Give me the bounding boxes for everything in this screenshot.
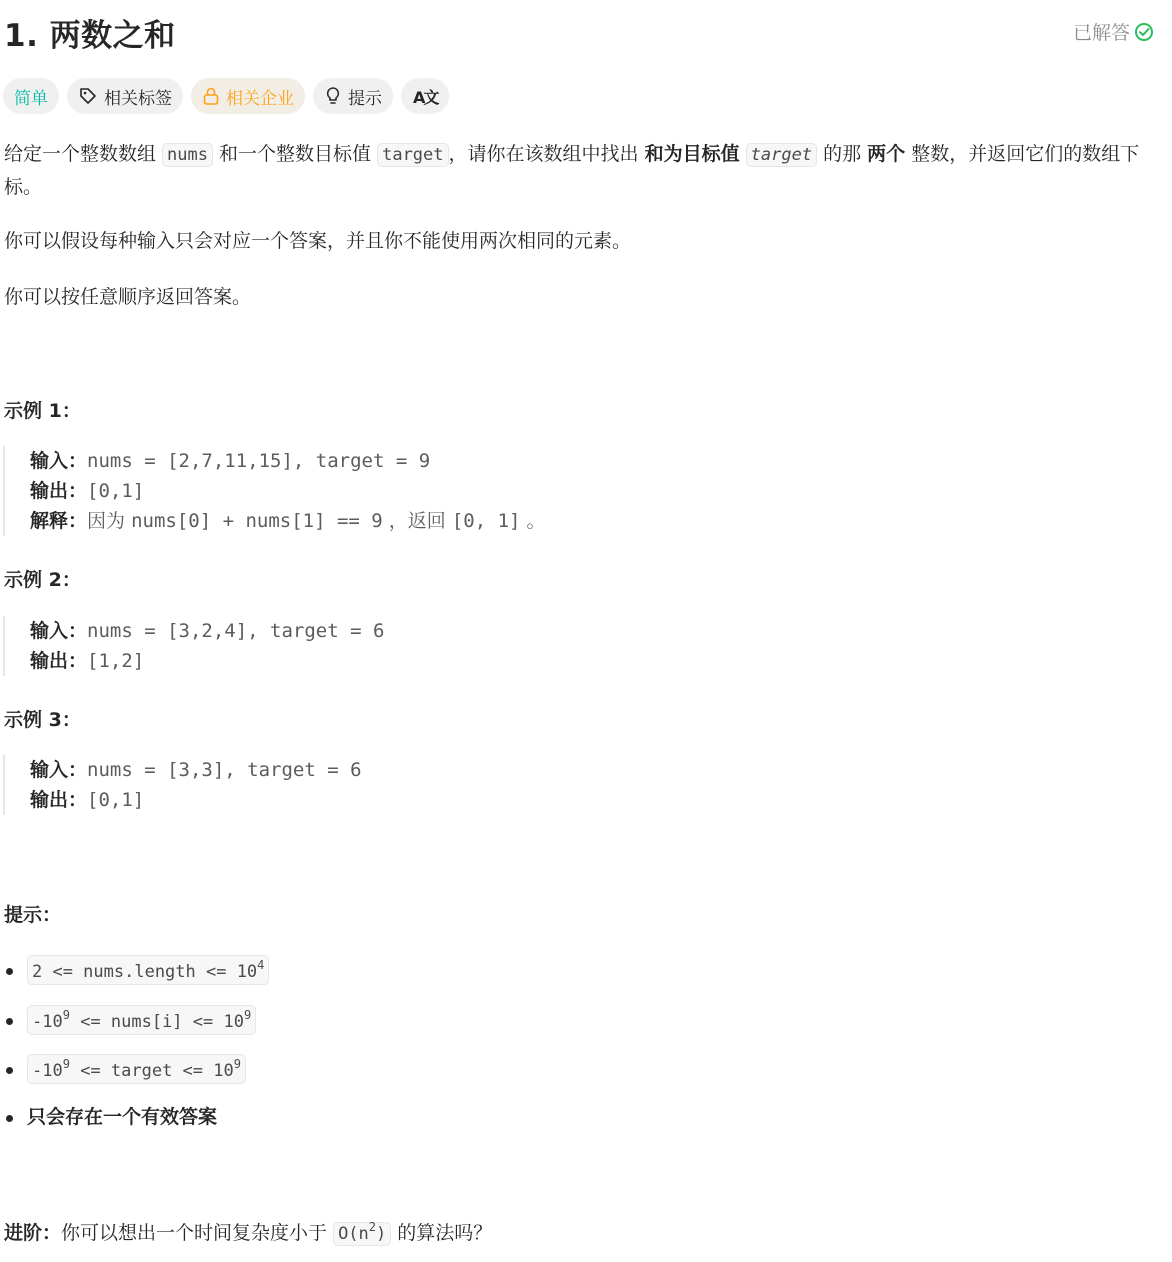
description-paragraph-3: 你可以按任意顺序返回答案。	[4, 286, 252, 308]
followup-text: 你可以想出一个时间复杂度小于	[61, 1222, 334, 1244]
desc-text: 的那	[817, 143, 868, 165]
output-label: 输出：	[30, 480, 88, 502]
related-tags-label: 相关标签	[104, 88, 172, 109]
difficulty-tag[interactable]	[3, 78, 59, 114]
explain-label: 解释：	[30, 510, 88, 532]
related-companies-button[interactable]	[191, 78, 305, 114]
lock-icon	[202, 86, 220, 106]
hint-button[interactable]	[313, 78, 393, 114]
solved-status	[1073, 18, 1154, 45]
exponent: 9	[62, 1008, 70, 1022]
bullet	[6, 1115, 13, 1122]
constraints-heading: 提示：	[4, 904, 62, 926]
translate-icon: A文	[413, 87, 438, 107]
code-text: )	[376, 1224, 387, 1244]
desc-text: ，请你在该数组中找出	[448, 143, 645, 165]
exponent: 9	[62, 1057, 70, 1071]
explain-code: [0, 1]	[451, 510, 521, 532]
description-paragraph-2: 你可以假设每种输入只会对应一个答案，并且你不能使用两次相同的元素。	[4, 230, 632, 252]
constraint-text: <= nums[i] <= 10	[69, 1012, 244, 1032]
tag-icon	[78, 86, 98, 106]
desc-bold: 两个	[867, 143, 906, 165]
constraint-text: 只会存在一个有效答案	[27, 1106, 218, 1128]
explain-text: 因为	[87, 510, 132, 532]
exponent: 9	[243, 1008, 252, 1022]
hint-label: 提示	[348, 88, 382, 109]
solved-label: 已解答	[1072, 22, 1130, 44]
exponent: 2	[368, 1220, 377, 1234]
example-heading: 示例 2：	[4, 569, 81, 591]
example-heading: 示例 3：	[4, 709, 81, 731]
example-output: [0,1]	[87, 789, 145, 811]
exponent: 9	[233, 1057, 241, 1071]
desc-text: 整数，并返回它们的数组下标。	[4, 143, 1140, 198]
inline-code: target	[377, 143, 448, 167]
desc-bold: 和为目标值	[644, 143, 740, 165]
explain-text: ，返回	[382, 510, 452, 532]
example-output: [0,1]	[87, 480, 145, 502]
example-block	[3, 755, 362, 815]
desc-text: 和一个整数目标值	[213, 143, 378, 165]
inline-code	[333, 1222, 391, 1246]
example-block	[3, 616, 384, 676]
example-output: [1,2]	[87, 650, 145, 672]
description-paragraph-1	[4, 138, 1154, 203]
followup-text: 的算法吗？	[391, 1222, 493, 1244]
input-label: 输入：	[30, 450, 88, 472]
inline-code: target	[746, 143, 817, 167]
bullet	[6, 1018, 13, 1025]
check-circle-icon	[1134, 22, 1154, 42]
constraint-code	[27, 1054, 246, 1084]
inline-code: nums	[162, 143, 213, 167]
output-label: 输出：	[30, 789, 88, 811]
constraint-text: <= target <= 10	[69, 1061, 234, 1081]
input-label: 输入：	[30, 620, 88, 642]
example-input: nums = [3,2,4], target = 6	[87, 620, 385, 642]
translate-button[interactable]	[401, 78, 449, 114]
constraints-list	[6, 955, 606, 1135]
explain-code: nums[0] + nums[1] == 9	[131, 510, 383, 532]
desc-text: 给定一个整数数组	[4, 143, 163, 165]
constraint-code	[27, 1005, 256, 1035]
followup	[4, 1211, 1154, 1250]
bullet	[6, 1067, 13, 1074]
example-heading: 示例 1：	[4, 400, 81, 422]
tag-bar	[3, 78, 449, 114]
constraint-code	[27, 955, 269, 985]
example-input: nums = [3,3], target = 6	[87, 759, 362, 781]
problem-title: 1. 两数之和	[4, 18, 176, 54]
bullet	[6, 968, 13, 975]
constraint-text: -10	[32, 1012, 63, 1032]
explain-text: 。	[520, 510, 546, 532]
difficulty-label: 简单	[14, 88, 48, 109]
input-label: 输入：	[30, 759, 88, 781]
example-block	[3, 446, 546, 536]
related-companies-label: 相关企业	[226, 88, 294, 109]
followup-label: 进阶：	[4, 1222, 62, 1244]
exponent: 4	[257, 958, 265, 972]
related-tags-button[interactable]	[67, 78, 183, 114]
constraint-text: -10	[32, 1061, 63, 1081]
constraint-text: 2 <= nums.length <= 10	[32, 962, 258, 982]
example-input: nums = [2,7,11,15], target = 9	[87, 450, 431, 472]
output-label: 输出：	[30, 650, 88, 672]
lightbulb-icon	[324, 86, 342, 106]
code-text: O(n	[338, 1224, 369, 1244]
